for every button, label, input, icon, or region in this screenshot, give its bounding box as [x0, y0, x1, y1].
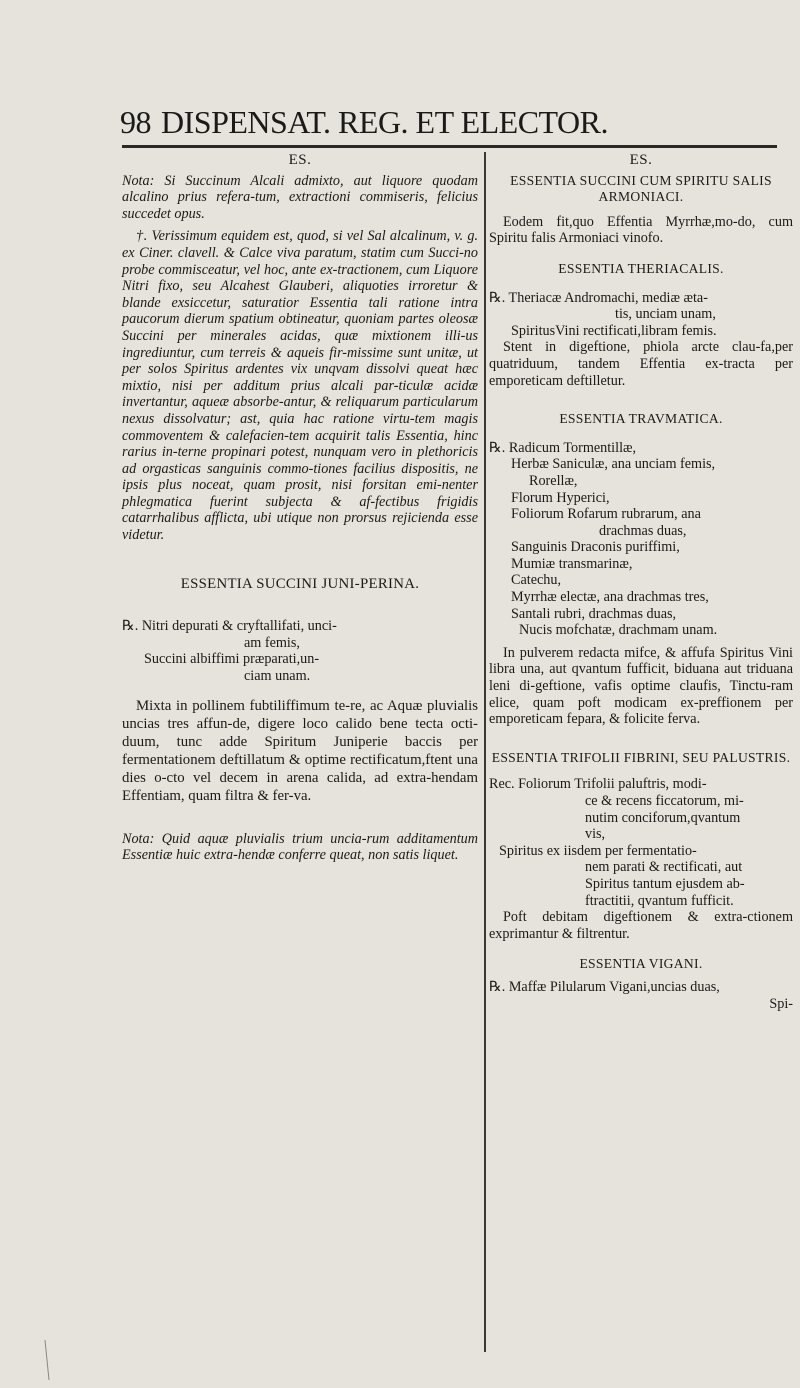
- recipe-line: ciam unam.: [244, 668, 311, 685]
- heading-essentia-trifolii: ESSENTIA TRIFOLII FIBRINI, SEU PALUSTRIS.: [491, 749, 791, 765]
- recipe-line: Spiritus ex iisdem per fermentatio-: [499, 842, 697, 859]
- recipe-line: ftractitii, qvantum fufficit.: [585, 892, 734, 909]
- recipe-line: Catechu,: [511, 572, 562, 589]
- recipe-line: ℞. Maffæ Pilularum Vigani,uncias duas,: [489, 978, 720, 995]
- heading-essentia-juniperina: ESSENTIA SUCCINI JUNI-PERINA.: [180, 575, 420, 592]
- recipe-line: drachmas duas,: [599, 522, 687, 539]
- dagger-note: †. Verissimum equidem est, quod, si vel Sal alcalinum, v. g. ex Ciner. clavell. & Calce viva paratum, statim cum Succi-no probe commisceatur, vel hoc, ante ex-tractionem, cum Liquore Nitri fixo, seu Alcahest Glauberi, aliquoties irroretur & blande exsiccetur, saturatior Essentia tali ratione intra paucorum dierum spatium obtineatur, quoniam partes oleosæ Succini per minerales acidas, quæ mixtionem illi-us ingrediuntur, cum terreis & aqueis fir-missime sunt unitæ, ut per solos Spiritus ardentes vix unqvam dissolvi queat hæc mixtio, nisi per additum prius alcali par-ticulæ acidæ invertantur, aqueæ absorbe-antur, & reliquarum particularum nexus dissolvatur; ast, quia hac ratione virtu-tem magis commoventem & calefacien-tem acquirit talis Essentia, hinc rarius in-terne propinari potest, nunquam vero in plethoricis ad orgasticas sanguinis commo-tiones facilius dispositis, ne ipsis plus noceat, quam prosit, nisi forsitan emi-nenter phlegmatica fuerint subjecta & af-fectibus frigidis catarrhalibus afflicta, ubi utique non prorsus rejicienda esse videtur.: [122, 228, 478, 544]
- right-column: [489, 150, 793, 1012]
- recipe-traumatica: [489, 440, 793, 639]
- post-paragraph: Poft debitam digeftionem & extra-ctionem exprimantur & filtrentur.: [489, 909, 793, 942]
- stent-paragraph: Stent in digeftione, phiola arcte clau-fa,per quatriduum, tandem Effentia ex-tracta per emporeticam deftilletur.: [489, 339, 793, 389]
- page-smudge-mark: [5, 1340, 65, 1380]
- eodem-paragraph: Eodem fit,quo Effentia Myrrhæ,mo-do, cum Spiritu falis Armoniaci vinofo.: [489, 213, 793, 247]
- recipe-line: ℞. Nitri depurati & cryftallifati, unci-: [122, 618, 337, 635]
- recipe-juniperina: [122, 618, 478, 684]
- recipe-line: Herbæ Saniculæ, ana unciam femis,: [511, 456, 716, 473]
- catchword: Spi-: [769, 995, 793, 1012]
- page-header: [120, 102, 780, 146]
- nota-aqua-pluvialis: Nota: Quid aquæ pluvialis trium uncia-rum additamentum Essentiæ huic extra-hendæ conferre queat, non satis liquet.: [122, 830, 478, 864]
- heading-essentia-armoniaci: ESSENTIA SUCCINI CUM SPIRITU SALIS ARMONIACI.: [510, 172, 772, 205]
- recipe-line: ℞. Theriacæ Andromachi, mediæ æta-: [489, 289, 708, 306]
- recipe-line: Rorellæ,: [529, 472, 578, 489]
- heading-essentia-theriacalis: ESSENTIA THERIACALIS.: [558, 260, 724, 276]
- recipe-line: ce & recens ficcatorum, mi-: [585, 793, 744, 809]
- heading-essentia-traumatica: ESSENTIA TRAVMATICA.: [559, 411, 723, 427]
- recipe-line: SpiritusVini rectificati,libram femis.: [511, 322, 717, 339]
- nota-paragraph: Nota: Si Succinum Alcali admixto, aut liquore quodam alcalino prius refera-tum, extractioni commiseris, felicius succedet opus.: [122, 172, 478, 222]
- left-column-head: ES.: [288, 152, 312, 168]
- pulverem-paragraph: In pulverem redacta mifce, & affufa Spiritus Vini libra una, aut qvantum fufficit, biduana aut triduana leni di-geftione, vafis optime claufis, Tinctu-ram elice, quam poft modicam ex-preffionem per emporeticam fepara, & folicite ferva.: [489, 644, 793, 728]
- column-divider: [484, 152, 486, 1352]
- recipe-line: nutim conciforum,qvantum: [585, 809, 741, 826]
- recipe-line: ℞. Radicum Tormentillæ,: [489, 439, 637, 456]
- recipe-line: tis, unciam unam,: [615, 306, 716, 323]
- page-number: 98: [120, 104, 151, 140]
- header-rule: [122, 145, 777, 148]
- mixta-paragraph: Mixta in pollinem fubtiliffimum te-re, ac Aquæ pluvialis uncias tres affun-de, digere loco calido bene tecta octi-duum, tunc adde Spiritum Juniperie baccis per fermentationem deftillatum & optime rectificatum,ftent una dies o-cto vel decem in arena calida, ad extra-hendam Effentiam, quam filtra & fer-va.: [122, 697, 478, 804]
- recipe-line: Rec. Foliorum Trifolii paluftris, modi-: [489, 776, 707, 793]
- recipe-line: nem parati & rectificati, aut: [585, 859, 743, 876]
- recipe-line: Spiritus tantum ejusdem ab-: [585, 875, 745, 892]
- recipe-line: Myrrhæ electæ, ana drachmas tres,: [511, 589, 709, 606]
- recipe-line: am femis,: [244, 634, 300, 651]
- recipe-line: Succini albiffimi præparati,un-: [144, 651, 320, 668]
- recipe-line: Sanguinis Draconis puriffimi,: [511, 539, 680, 556]
- recipe-theriacalis: [489, 290, 793, 340]
- right-column-head: ES.: [629, 152, 653, 168]
- recipe-line: Santali rubri, drachmas duas,: [511, 605, 677, 622]
- recipe-line: Florum Hyperici,: [511, 489, 610, 506]
- recipe-trifolii: [489, 776, 793, 909]
- recipe-line: Foliorum Rofarum rubrarum, ana: [511, 506, 701, 523]
- recipe-line: Mumiæ transmarinæ,: [511, 555, 633, 572]
- recipe-line: Nucis mofchatæ, drachmam unam.: [519, 622, 718, 639]
- running-title: DISPENSAT. REG. ET ELECTOR.: [161, 104, 608, 140]
- heading-essentia-vigani: ESSENTIA VIGANI.: [579, 956, 703, 972]
- recipe-line: vis,: [585, 826, 606, 843]
- left-column: [122, 150, 478, 864]
